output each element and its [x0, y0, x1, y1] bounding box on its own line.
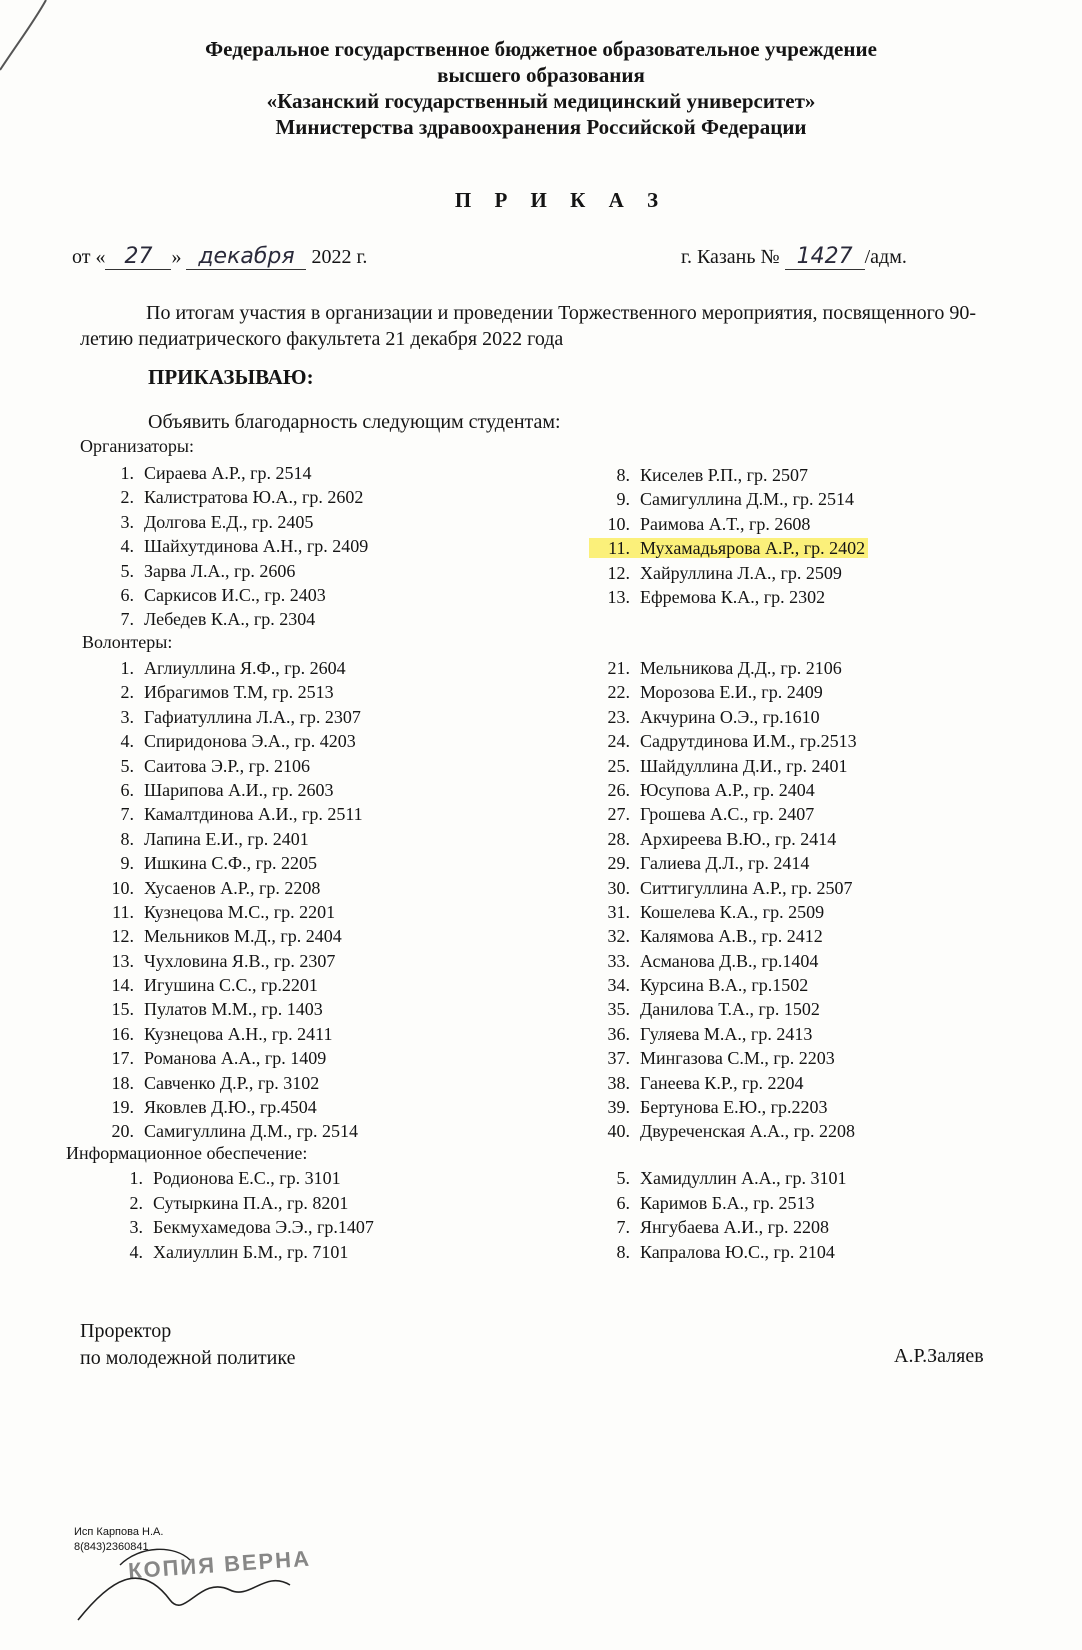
list-item: 21. Мельникова Д.Д., гр. 2106 [607, 658, 842, 678]
list-item: 25. Шайдуллина Д.И., гр. 2401 [607, 755, 848, 776]
list-item: 2. Сутыркина П.А., гр. 8201 [129, 1192, 349, 1213]
list-item: 7. Камалтдинова А.И., гр. 2511 [120, 804, 363, 825]
list-item: 13. Ефремова К.А., гр. 2302 [607, 586, 826, 607]
thanks-line: Объявить благодарность следующим студентам: [148, 411, 561, 433]
list-item: 15. Пулатов М.М., гр. 1403 [111, 999, 323, 1020]
list-item: 35. Данилова Т.А., гр. 1502 [607, 999, 820, 1020]
list-item: 29. Галиева Д.Л., гр. 2414 [607, 853, 810, 874]
list-item: 4. Шайхутдинова А.Н., гр. 2409 [120, 536, 369, 557]
executor-name: Исп Карпова Н.А. [74, 1526, 164, 1538]
pen-scribble [78, 1578, 290, 1620]
header-line-3: «Казанский государственный медицинский университет» [266, 89, 816, 113]
list-item: 14. Игушина С.С., гр.2201 [111, 975, 318, 996]
list-item: 12. Хайруллина Л.А., гр. 2509 [607, 562, 842, 583]
page-corner-fold [0, 0, 46, 70]
position-line-1: Проректор [80, 1320, 172, 1342]
date-open: от « [72, 246, 106, 268]
list-item: 19. Яковлев Д.Ю., гр.4504 [111, 1097, 317, 1118]
list-item: 39. Бертунова Е.Ю., гр.2203 [607, 1097, 828, 1118]
list-item: 3. Бекмухамедова Э.Э., гр.1407 [129, 1217, 374, 1237]
list-item: 7. Янгубаева А.И., гр. 2208 [616, 1217, 830, 1237]
list-item: 20. Самигуллина Д.М., гр. 2514 [111, 1121, 358, 1142]
list-item: 1. Сираева А.Р., гр. 2514 [120, 463, 312, 483]
position-line-2: по молодежной политике [80, 1347, 296, 1369]
list-item: 40. Двуреченская А.А., гр. 2208 [607, 1121, 855, 1142]
list-item: 24. Садрутдинова И.М., гр.2513 [607, 731, 857, 752]
list-item: 4. Спиридонова Э.А., гр. 4203 [120, 731, 356, 752]
list-item: 34. Курсина В.А., гр.1502 [607, 975, 809, 996]
order-number-value: 1427 [785, 244, 865, 270]
list-item: 13. Чухловина Я.В., гр. 2307 [111, 950, 336, 971]
list-item: 28. Архиреева В.Ю., гр. 2414 [607, 828, 837, 849]
list-item: 10. Раимова А.Т., гр. 2608 [607, 513, 811, 534]
list-item: 5. Хамидуллин А.А., гр. 3101 [616, 1168, 847, 1188]
list-item: 6. Шарипова А.И., гр. 2603 [120, 779, 334, 800]
list-item: 26. Юсупова А.Р., гр. 2404 [607, 779, 815, 800]
list-item: 16. Кузнецова А.Н., гр. 2411 [111, 1023, 333, 1044]
list-item: 6. Каримов Б.А., гр. 2513 [616, 1192, 815, 1213]
list-item: 10. Хусаенов А.Р., гр. 2208 [111, 877, 321, 898]
list-item: 22. Морозова Е.И., гр. 2409 [607, 682, 823, 703]
list-item: 17. Романова А.А., гр. 1409 [111, 1048, 327, 1069]
date-month: декабря [186, 244, 306, 270]
list-item: 18. Савченко Д.Р., гр. 3102 [111, 1072, 320, 1093]
list-item: 8. Капралова Ю.С., гр. 2104 [616, 1241, 835, 1262]
list-item: 3. Гафиатуллина Л.А., гр. 2307 [120, 706, 361, 727]
header-line-2: высшего образования [437, 63, 645, 87]
executor-phone: 8(843)2360841 [74, 1541, 149, 1553]
date-day: 27 [105, 244, 171, 270]
list-item: 27. Грошева А.С., гр. 2407 [607, 804, 815, 825]
list-item: 30. Ситтигуллина А.Р., гр. 2507 [607, 877, 853, 898]
copy-certified-stamp: КОПИЯ ВЕРНА [127, 1545, 312, 1584]
list-item: 23. Акчурина О.Э., гр.1610 [607, 706, 820, 727]
list-item: 38. Ганеева К.Р., гр. 2204 [607, 1072, 804, 1093]
list-item: 32. Калямова А.В., гр. 2412 [607, 926, 823, 947]
list-item: 2. Калистратова Ю.А., гр. 2602 [120, 487, 364, 508]
list-item: 5. Зарва Л.А., гр. 2606 [120, 560, 296, 581]
list-item: 9. Самигуллина Д.М., гр. 2514 [616, 489, 854, 510]
header-line-4: Министерства здравоохранения Российской Федерации [275, 115, 807, 139]
list-item: 11. Кузнецова М.С., гр. 2201 [112, 901, 336, 922]
order-number-suffix: /адм. [864, 246, 907, 268]
list-item: 9. Ишкина С.Ф., гр. 2205 [120, 853, 317, 874]
list-item: 33. Асманова Д.В., гр.1404 [607, 950, 819, 971]
list-item: 8. Лапина Е.И., гр. 2401 [120, 828, 309, 849]
list-item: 8. Киселев Р.П., гр. 2507 [616, 465, 808, 485]
section-info-support: Информационное обеспечение: [66, 1143, 308, 1163]
header-line-1: Федеральное государственное бюджетное образовательное учреждение [205, 37, 877, 61]
highlight-marker: 11. Мухамадьярова А.Р., гр. 2402 [589, 538, 868, 558]
list-item: 36. Гуляева М.А., гр. 2413 [607, 1023, 813, 1044]
list-item: 12. Мельников М.Д., гр. 2404 [111, 926, 342, 947]
list-item: 6. Саркисов И.С., гр. 2403 [120, 584, 326, 605]
list-item: 1. Аглиуллина Я.Ф., гр. 2604 [120, 658, 346, 678]
list-item: 3. Долгова Е.Д., гр. 2405 [120, 511, 314, 532]
city-label: г. Казань № [681, 246, 780, 268]
signatory-name: А.Р.Заляев [894, 1345, 984, 1367]
intro-text: По итогам участия в организации и проведении Торжественного мероприятия, посвященного 90-летию педиатрического факультета 21 декабря 2022 года [80, 302, 976, 350]
list-item: 37. Мингазова С.М., гр. 2203 [607, 1048, 835, 1069]
date-close: » [171, 246, 182, 268]
document-title: П Р И К А З [454, 188, 668, 212]
section-volunteers: Волонтеры: [82, 632, 173, 652]
list-item: 5. Саитова Э.Р., гр. 2106 [120, 755, 311, 776]
date-year: 2022 г. [311, 246, 368, 268]
pen-loop [120, 1549, 190, 1565]
list-item: 4. Халиуллин Б.М., гр. 7101 [129, 1241, 349, 1262]
list-item: 7. Лебедев К.А., гр. 2304 [120, 609, 316, 630]
list-item: 31. Кошелева К.А., гр. 2509 [607, 901, 825, 922]
list-item: 1. Родионова Е.С., гр. 3101 [129, 1168, 341, 1188]
section-organizers: Организаторы: [80, 436, 194, 456]
order-word: ПРИКАЗЫВАЮ: [148, 365, 314, 389]
list-item: 2. Ибрагимов Т.М, гр. 2513 [120, 682, 334, 703]
